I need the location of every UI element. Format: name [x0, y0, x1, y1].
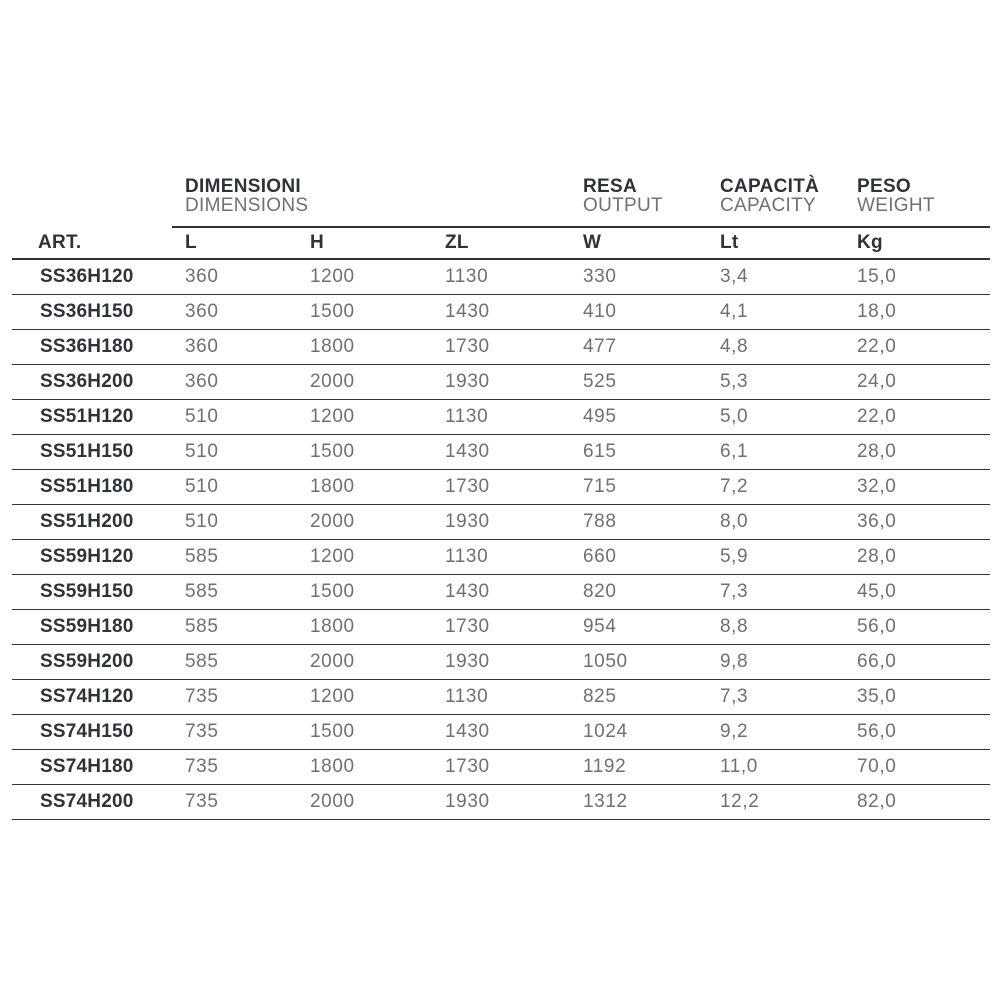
- art-code-cell: SS74H180: [40, 756, 134, 777]
- value-cell: 2000: [310, 371, 355, 392]
- value-cell: 1500: [310, 441, 355, 462]
- value-cell: 22,0: [857, 336, 897, 357]
- value-cell: 585: [185, 546, 219, 567]
- value-cell: 3,4: [720, 266, 749, 287]
- value-cell: 28,0: [857, 546, 897, 567]
- art-code-cell: SS36H200: [40, 371, 134, 392]
- art-code-cell: SS59H180: [40, 616, 134, 637]
- art-code-cell: SS36H150: [40, 301, 134, 322]
- value-cell: 11,0: [720, 756, 758, 777]
- value-cell: 510: [185, 511, 219, 532]
- group-title-dimensioni: DIMENSIONI: [185, 176, 301, 197]
- value-cell: 66,0: [857, 651, 897, 672]
- table-row: [12, 365, 990, 400]
- value-cell: 1730: [445, 616, 490, 637]
- value-cell: 70,0: [857, 756, 897, 777]
- value-cell: 2000: [310, 791, 355, 812]
- value-cell: 585: [185, 651, 219, 672]
- table-row: [12, 400, 990, 435]
- value-cell: 7,3: [720, 686, 749, 707]
- value-cell: 6,1: [720, 441, 749, 462]
- value-cell: 1312: [583, 791, 628, 812]
- value-cell: 735: [185, 686, 219, 707]
- value-cell: 1800: [310, 336, 355, 357]
- value-cell: 410: [583, 301, 617, 322]
- value-cell: 1430: [445, 301, 490, 322]
- value-cell: 820: [583, 581, 617, 602]
- art-code-cell: SS51H200: [40, 511, 134, 532]
- value-cell: 715: [583, 476, 617, 497]
- column-header-lt: Lt: [720, 232, 739, 253]
- value-cell: 360: [185, 301, 219, 322]
- group-subtitle-output: OUTPUT: [583, 195, 663, 216]
- value-cell: 1024: [583, 721, 628, 742]
- value-cell: 1050: [583, 651, 628, 672]
- value-cell: 15,0: [857, 266, 897, 287]
- art-code-cell: SS36H180: [40, 336, 134, 357]
- value-cell: 1800: [310, 756, 355, 777]
- value-cell: 360: [185, 266, 219, 287]
- column-header-row: [12, 228, 990, 260]
- value-cell: 36,0: [857, 511, 897, 532]
- value-cell: 360: [185, 371, 219, 392]
- value-cell: 585: [185, 581, 219, 602]
- group-subtitle-dimensions: DIMENSIONS: [185, 195, 309, 216]
- table-row: [12, 470, 990, 505]
- column-header-kg: Kg: [857, 232, 883, 253]
- art-code-cell: SS59H120: [40, 546, 134, 567]
- value-cell: 585: [185, 616, 219, 637]
- value-cell: 5,9: [720, 546, 749, 567]
- value-cell: 56,0: [857, 721, 897, 742]
- value-cell: 22,0: [857, 406, 897, 427]
- value-cell: 1930: [445, 651, 490, 672]
- value-cell: 28,0: [857, 441, 897, 462]
- value-cell: 510: [185, 406, 219, 427]
- value-cell: 24,0: [857, 371, 897, 392]
- value-cell: 1430: [445, 721, 490, 742]
- group-subtitle-weight: WEIGHT: [857, 195, 935, 216]
- value-cell: 56,0: [857, 616, 897, 637]
- column-header-l: L: [185, 232, 197, 253]
- spec-table: [12, 177, 990, 820]
- value-cell: 5,0: [720, 406, 749, 427]
- value-cell: 825: [583, 686, 617, 707]
- value-cell: 7,2: [720, 476, 749, 497]
- value-cell: 1200: [310, 686, 355, 707]
- value-cell: 2000: [310, 511, 355, 532]
- value-cell: 1130: [445, 686, 489, 707]
- value-cell: 495: [583, 406, 617, 427]
- table-body: [12, 260, 990, 820]
- group-subtitle-capacity: CAPACITY: [720, 195, 817, 216]
- table-row: [12, 295, 990, 330]
- art-code-cell: SS74H150: [40, 721, 134, 742]
- art-code-cell: SS51H180: [40, 476, 134, 497]
- value-cell: 32,0: [857, 476, 897, 497]
- art-code-cell: SS74H200: [40, 791, 134, 812]
- value-cell: 9,8: [720, 651, 749, 672]
- value-cell: 18,0: [857, 301, 897, 322]
- value-cell: 360: [185, 336, 219, 357]
- value-cell: 1430: [445, 581, 490, 602]
- value-cell: 615: [583, 441, 617, 462]
- value-cell: 735: [185, 721, 219, 742]
- table-row: [12, 610, 990, 645]
- value-cell: 1430: [445, 441, 490, 462]
- value-cell: 1130: [445, 546, 489, 567]
- column-header-zl: ZL: [445, 232, 469, 253]
- value-cell: 1130: [445, 406, 489, 427]
- value-cell: 4,8: [720, 336, 749, 357]
- value-cell: 735: [185, 756, 219, 777]
- art-code-cell: SS36H120: [40, 266, 134, 287]
- value-cell: 788: [583, 511, 617, 532]
- group-output: [583, 177, 720, 228]
- art-code-cell: SS59H200: [40, 651, 134, 672]
- value-cell: 4,1: [720, 301, 749, 322]
- value-cell: 1130: [445, 266, 489, 287]
- value-cell: 35,0: [857, 686, 897, 707]
- art-code-cell: SS51H150: [40, 441, 134, 462]
- value-cell: 1192: [583, 756, 627, 777]
- art-code-cell: SS59H150: [40, 581, 134, 602]
- table-row: [12, 330, 990, 365]
- value-cell: 1200: [310, 546, 355, 567]
- table-row: [12, 540, 990, 575]
- table-row: [12, 505, 990, 540]
- value-cell: 525: [583, 371, 617, 392]
- group-underline: [172, 226, 990, 228]
- value-cell: 1800: [310, 476, 355, 497]
- value-cell: 9,2: [720, 721, 749, 742]
- value-cell: 1500: [310, 301, 355, 322]
- value-cell: 1800: [310, 616, 355, 637]
- value-cell: 8,0: [720, 511, 749, 532]
- group-title-peso: PESO: [857, 176, 911, 197]
- value-cell: 12,2: [720, 791, 760, 812]
- table-row: [12, 715, 990, 750]
- value-cell: 477: [583, 336, 617, 357]
- value-cell: 1730: [445, 336, 490, 357]
- table-row: [12, 680, 990, 715]
- group-header-row: [12, 177, 990, 228]
- group-title-resa: RESA: [583, 176, 637, 197]
- table-row: [12, 750, 990, 785]
- group-spacer: [12, 177, 185, 228]
- table-row: [12, 575, 990, 610]
- value-cell: 2000: [310, 651, 355, 672]
- value-cell: 510: [185, 476, 219, 497]
- table-row: [12, 260, 990, 295]
- value-cell: 1930: [445, 791, 490, 812]
- value-cell: 7,3: [720, 581, 749, 602]
- value-cell: 510: [185, 441, 219, 462]
- value-cell: 1730: [445, 756, 490, 777]
- value-cell: 1200: [310, 406, 355, 427]
- art-code-cell: SS51H120: [40, 406, 134, 427]
- group-dimensions: [185, 177, 583, 228]
- value-cell: 8,8: [720, 616, 749, 637]
- group-title-capacita: CAPACITÀ: [720, 176, 820, 197]
- value-cell: 735: [185, 791, 219, 812]
- group-capacity: [720, 177, 857, 228]
- table-row: [12, 435, 990, 470]
- column-header-art: ART.: [38, 232, 82, 253]
- value-cell: 82,0: [857, 791, 897, 812]
- value-cell: 660: [583, 546, 617, 567]
- group-weight: [857, 177, 990, 228]
- value-cell: 5,3: [720, 371, 749, 392]
- table-row: [12, 785, 990, 820]
- value-cell: 1200: [310, 266, 355, 287]
- value-cell: 45,0: [857, 581, 897, 602]
- column-header-h: H: [310, 232, 325, 253]
- value-cell: 1930: [445, 371, 490, 392]
- value-cell: 1500: [310, 721, 355, 742]
- value-cell: 954: [583, 616, 617, 637]
- column-header-w: W: [583, 232, 602, 253]
- value-cell: 1930: [445, 511, 490, 532]
- art-code-cell: SS74H120: [40, 686, 134, 707]
- table-row: [12, 645, 990, 680]
- value-cell: 1500: [310, 581, 355, 602]
- value-cell: 1730: [445, 476, 490, 497]
- value-cell: 330: [583, 266, 617, 287]
